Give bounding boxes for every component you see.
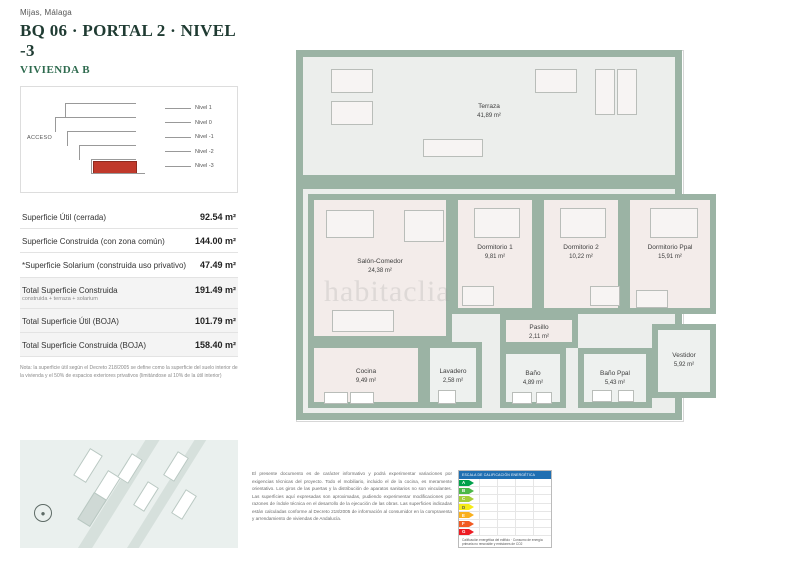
level-label-row — [165, 116, 229, 131]
room-area: 2,58 m² — [442, 377, 464, 384]
area-label: Total Superficie Útil (BOJA) — [22, 317, 119, 327]
room-name: Baño Ppal — [600, 370, 630, 377]
energy-row — [459, 528, 551, 536]
page-subtitle: VIVIENDA B — [20, 64, 91, 76]
room-label — [658, 352, 710, 370]
level-label-row — [165, 130, 229, 145]
room-area: 15,91 m² — [658, 253, 682, 260]
energy-row — [459, 487, 551, 495]
info-panel — [20, 8, 238, 380]
room-bano-ppal — [578, 348, 652, 408]
room-label — [506, 370, 560, 388]
energy-rating-label — [458, 470, 552, 548]
level-label: Nivel 1 — [195, 105, 212, 112]
table-row — [20, 253, 238, 277]
room-label — [314, 258, 446, 276]
room-area: 9,81 m² — [484, 253, 506, 260]
level-label: Nivel -1 — [195, 134, 214, 141]
energy-letter: B — [462, 488, 466, 494]
table-row — [20, 278, 238, 310]
table-row — [20, 205, 238, 229]
area-value: 191.49 m² — [194, 284, 236, 295]
area-value: 101.79 m² — [194, 316, 236, 327]
room-area: 10,22 m² — [569, 253, 593, 260]
room-name: Dormitorio 2 — [563, 244, 599, 251]
level-label-row — [165, 159, 229, 174]
room-name: Lavadero — [439, 368, 467, 375]
area-value: 92.54 m² — [199, 212, 236, 222]
energy-letter: E — [462, 512, 465, 518]
level-diagram — [20, 86, 238, 193]
room-lavadero — [424, 342, 482, 408]
area-value: 47.49 m² — [199, 260, 236, 271]
room-label — [544, 244, 618, 262]
area-label: Total Superficie Construida — [22, 285, 118, 295]
room-salon-comedor — [308, 194, 452, 342]
room-label — [314, 368, 418, 386]
level-labels — [165, 101, 229, 174]
room-name: Pasillo — [529, 324, 549, 331]
location-text: Mijas, Málaga — [20, 8, 72, 17]
room-dormitorio-1 — [452, 194, 538, 314]
room-name: Vestidor — [672, 352, 696, 359]
area-sublabel: construida + terraza + solarium — [22, 295, 98, 302]
site-map — [20, 440, 238, 548]
table-row — [20, 309, 238, 333]
room-terraza — [296, 50, 682, 182]
watermark: habitaclia — [324, 275, 451, 308]
room-name: Dormitorio 1 — [477, 244, 513, 251]
energy-row — [459, 479, 551, 487]
room-cocina — [308, 342, 424, 408]
energy-letter: F — [462, 521, 465, 527]
area-label: Superficie Útil (cerrada) — [22, 213, 107, 222]
energy-title: ESCALA DE CALIFICACIÓN ENERGÉTICA — [459, 471, 551, 479]
room-area: 5,43 m² — [604, 379, 626, 386]
table-row — [20, 333, 238, 357]
room-area: 5,92 m² — [673, 361, 695, 368]
area-table — [20, 205, 238, 357]
room-dormitorio-ppal — [624, 194, 716, 314]
floor-plan — [252, 30, 780, 440]
room-name: Dormitorio Ppal — [647, 244, 693, 251]
energy-letter: C — [462, 496, 466, 502]
level-label-row — [165, 145, 229, 160]
room-vestidor — [652, 324, 716, 398]
energy-row — [459, 512, 551, 520]
page-title: BQ 06 · PORTAL 2 · NIVEL -3 — [20, 21, 236, 60]
room-label — [506, 324, 572, 342]
room-name: Salón-Comedor — [357, 258, 403, 265]
table-row — [20, 229, 238, 253]
room-area: 4,89 m² — [522, 379, 544, 386]
level-label: Nivel -2 — [195, 148, 214, 155]
room-area: 41,89 m² — [477, 112, 501, 119]
room-label — [430, 368, 476, 386]
room-label — [584, 370, 646, 388]
room-label — [458, 244, 532, 262]
room-area: 2,11 m² — [529, 333, 549, 340]
energy-footnote: Calificación energética del edificio · Consumo de energía primaria no renovable y emisiones de CO2 — [462, 537, 543, 546]
stairs-graphic — [53, 101, 173, 179]
room-area: 24,38 m² — [368, 267, 392, 274]
room-name: Baño — [525, 370, 541, 377]
area-label: Total Superficie Construida (BOJA) — [22, 341, 147, 351]
energy-letter: A — [462, 480, 466, 486]
room-pasillo — [500, 314, 578, 348]
level-label-row — [165, 101, 229, 116]
area-label: *Superficie Solarium (construida uso privativo) — [22, 261, 187, 271]
room-bano — [500, 348, 566, 408]
area-label: Superficie Construida (con zona común) — [22, 237, 165, 247]
legal-disclaimer: El presente documento es de carácter informativo y podrá experimentar variaciones por exigencias técnicas del proyecto. Todo el mobiliario, incluido el de la cocina, es meramente orientativo. Los giros de las puertas y la distribución de aparatos sanitarios no son vinculantes. Las superficies aquí expresadas son aproximadas, pudiendo experimentar modificaciones por razones de índole técnica en el desarrollo de la ejecución de las obras. Las superficies indicadas están calculadas conforme al Decreto 218/2005 de información al consumidor en la compraventa y arrendamiento de viviendas de Andalucía. — [252, 471, 452, 522]
energy-letter: D — [462, 504, 466, 510]
energy-row — [459, 495, 551, 503]
location-pin-icon: ● — [34, 504, 52, 522]
energy-row — [459, 504, 551, 512]
room-name: Terraza — [478, 103, 500, 110]
level-label: Nivel 0 — [195, 119, 212, 126]
area-value: 144.00 m² — [194, 236, 236, 247]
room-area: 9,49 m² — [355, 377, 377, 384]
area-value: 158.40 m² — [194, 340, 236, 351]
room-label — [630, 244, 710, 262]
legal-note: Nota: la superficie útil según el Decreto 218/2005 se define como la superficie del suelo interior de la vivienda y el 50% de espacios exteriores privativos (limitándose al 10% de la útil interior) — [20, 365, 238, 379]
energy-letter: G — [462, 529, 466, 535]
access-label: ACCESO — [27, 135, 53, 141]
room-dormitorio-2 — [538, 194, 624, 314]
level-label: Nivel -3 — [195, 163, 214, 170]
energy-row — [459, 520, 551, 528]
room-name: Cocina — [355, 368, 377, 375]
